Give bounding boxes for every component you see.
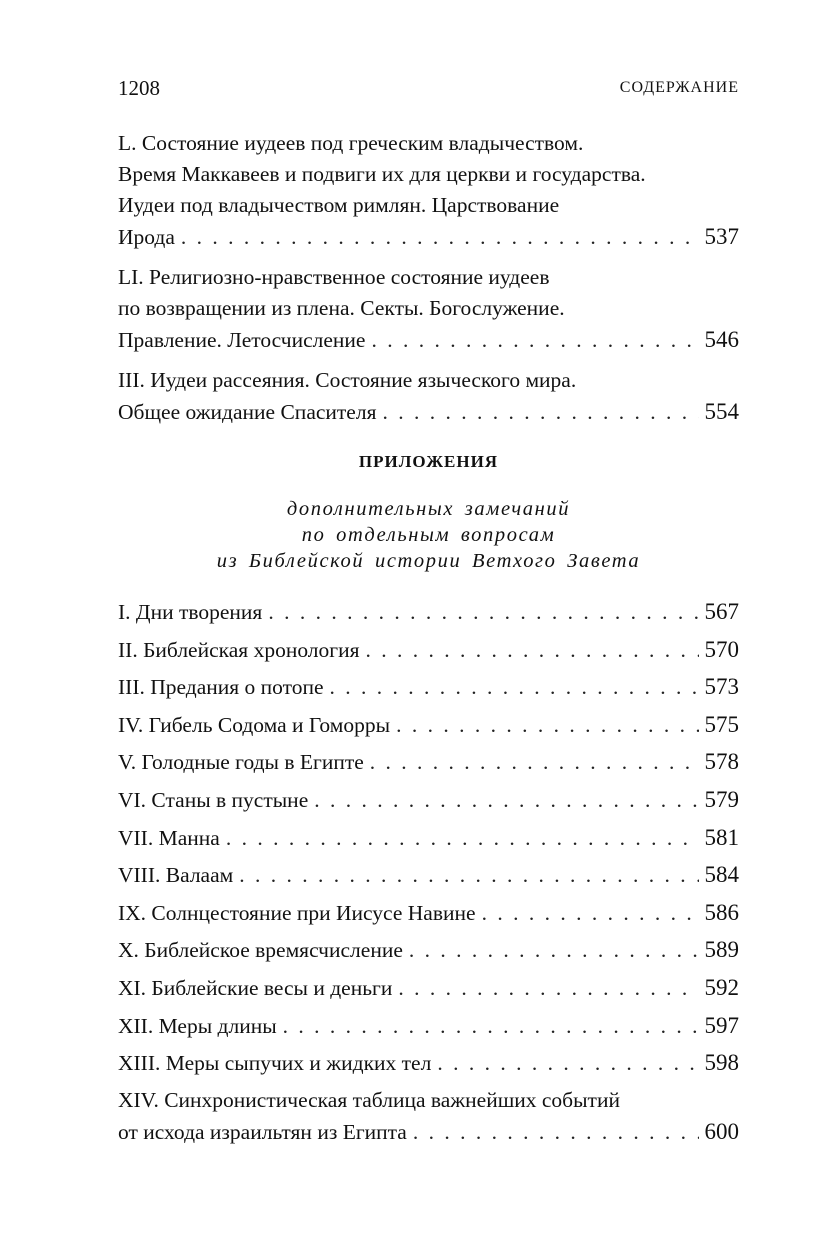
toc-entry-final-line: [118, 396, 739, 428]
dot-leader: [226, 823, 699, 854]
toc-entry-line: L. Состояние иудеев под греческим владычеством.: [118, 131, 584, 155]
toc-entry-final-line: [118, 221, 739, 253]
toc-entry: [118, 262, 739, 356]
dot-leader: [370, 747, 699, 778]
toc-entry: [118, 365, 739, 428]
toc-entry-title: II. Библейская хронология: [118, 637, 360, 662]
toc-entry-final-line: [118, 709, 739, 741]
toc-entry: [118, 671, 739, 703]
toc-page-number: 598: [704, 1050, 739, 1076]
toc-entry-final-line: [118, 1116, 739, 1148]
dot-leader: [239, 860, 698, 891]
dot-leader: [396, 710, 698, 741]
dot-leader: [366, 635, 699, 666]
toc-entry-final-line: [118, 822, 739, 854]
toc-page-number: 581: [704, 824, 739, 850]
toc-entry: [118, 1047, 739, 1079]
dot-leader: [409, 935, 699, 966]
toc-entry-final-line: [118, 1047, 739, 1079]
toc-entry: [118, 596, 739, 628]
toc-entry: [118, 1010, 739, 1042]
toc-page-number: 567: [704, 599, 739, 624]
toc-page-number: 589: [704, 937, 739, 963]
toc-entry-title: XIII. Меры сыпучих и жидких тел: [118, 1051, 432, 1076]
toc-entry-final-line: [118, 934, 739, 966]
dot-leader: [330, 672, 699, 703]
dot-leader: [181, 222, 699, 253]
toc-entry-line: XIV. Синхронистическая таблица важнейших событий: [118, 1087, 620, 1112]
toc-entry-title: I. Дни творения: [118, 600, 263, 624]
toc-entry-title: V. Голодные годы в Египте: [118, 750, 364, 775]
toc-entry-final-line: [118, 859, 739, 891]
toc-entry: [118, 897, 739, 929]
toc-page-number: 592: [704, 974, 739, 1000]
toc-page-number: 584: [704, 862, 739, 888]
toc-entry-title: IV. Гибель Содома и Гоморры: [118, 712, 391, 737]
toc-entry-final-line: [118, 324, 739, 356]
dot-leader: [382, 397, 698, 428]
toc-entry-line: LI. Религиозно-нравственное состояние иудеев: [118, 265, 550, 289]
toc-page-number: 546: [704, 327, 739, 352]
running-head: [118, 76, 739, 106]
toc-entry-final-line: [118, 634, 739, 666]
toc-entry-line: по возвращении из плена. Секты. Богослужение.: [118, 296, 565, 320]
toc-page-number: 597: [704, 1012, 739, 1038]
toc-page-number: 570: [704, 636, 739, 662]
appendix-subtitle-line: из Библейской истории Ветхого Завета: [216, 550, 641, 572]
toc-entry: [118, 709, 739, 741]
toc-entry-title: VII. Манна: [118, 825, 220, 850]
toc-entry-title: Правление. Летосчисление: [118, 328, 366, 352]
toc-entry-title: III. Предания о потопе: [118, 675, 324, 700]
table-of-contents-top: [118, 128, 739, 437]
toc-entry-final-line: [118, 671, 739, 703]
toc-entry: [118, 859, 739, 891]
dot-leader: [371, 325, 698, 356]
dot-leader: [482, 898, 699, 929]
dot-leader: [314, 785, 698, 816]
toc-page-number: 573: [704, 674, 739, 700]
toc-page-number: 586: [704, 899, 739, 925]
toc-entry-title: XII. Меры длины: [118, 1013, 277, 1038]
appendix-subtitle-line: дополнительных замечаний: [286, 498, 571, 520]
toc-entry: [118, 128, 739, 253]
toc-entry-final-line: [118, 897, 739, 929]
toc-entry-line: III. Иудеи рассеяния. Состояние языческого мира.: [118, 368, 577, 392]
toc-entry: [118, 972, 739, 1004]
appendix-subtitle-line: по отдельным вопросам: [301, 524, 556, 546]
toc-entry: [118, 1085, 739, 1148]
dot-leader: [283, 1011, 699, 1042]
toc-entry-line: Время Маккавеев и подвиги их для церкви и государства.: [118, 162, 646, 186]
toc-entry-title: Ирода: [118, 225, 175, 249]
toc-entry-title: IX. Солнцестояние при Иисусе Навине: [118, 900, 476, 925]
toc-page-number: 537: [704, 224, 739, 249]
toc-entry-title: от исхода израильтян из Египта: [118, 1119, 407, 1144]
toc-entry: [118, 822, 739, 854]
toc-entry-line: Иудеи под владычеством римлян. Царствование: [118, 193, 560, 217]
table-of-contents-appendix: [118, 596, 739, 1153]
toc-entry: [118, 784, 739, 816]
page-number: 1208: [118, 76, 160, 100]
toc-entry: [118, 746, 739, 778]
toc-page-number: 575: [704, 711, 739, 737]
toc-entry-final-line: [118, 596, 739, 628]
toc-page-number: 579: [704, 786, 739, 812]
dot-leader: [413, 1117, 699, 1148]
toc-entry-title: Общее ожидание Спасителя: [118, 400, 377, 424]
dot-leader: [437, 1048, 698, 1079]
toc-entry-final-line: [118, 784, 739, 816]
toc-entry-title: XI. Библейские весы и деньги: [118, 975, 393, 1000]
dot-leader: [398, 973, 698, 1004]
toc-entry-final-line: [118, 746, 739, 778]
toc-entry-final-line: [118, 1010, 739, 1042]
appendix-title: ПРИЛОЖЕНИЯ: [358, 452, 499, 471]
toc-entry-title: X. Библейское времясчисление: [118, 938, 403, 963]
dot-leader: [268, 597, 698, 628]
toc-entry-final-line: [118, 972, 739, 1004]
toc-entry: [118, 934, 739, 966]
appendix-subtitle: [118, 496, 739, 574]
toc-entry-title: VIII. Валаам: [118, 863, 234, 888]
toc-page-number: 600: [704, 1118, 739, 1144]
toc-page-number: 554: [704, 399, 739, 424]
toc-page-number: 578: [704, 749, 739, 775]
section-name: СОДЕРЖАНИЕ: [619, 79, 739, 96]
toc-entry: [118, 634, 739, 666]
toc-entry-title: VI. Станы в пустыне: [118, 787, 309, 812]
